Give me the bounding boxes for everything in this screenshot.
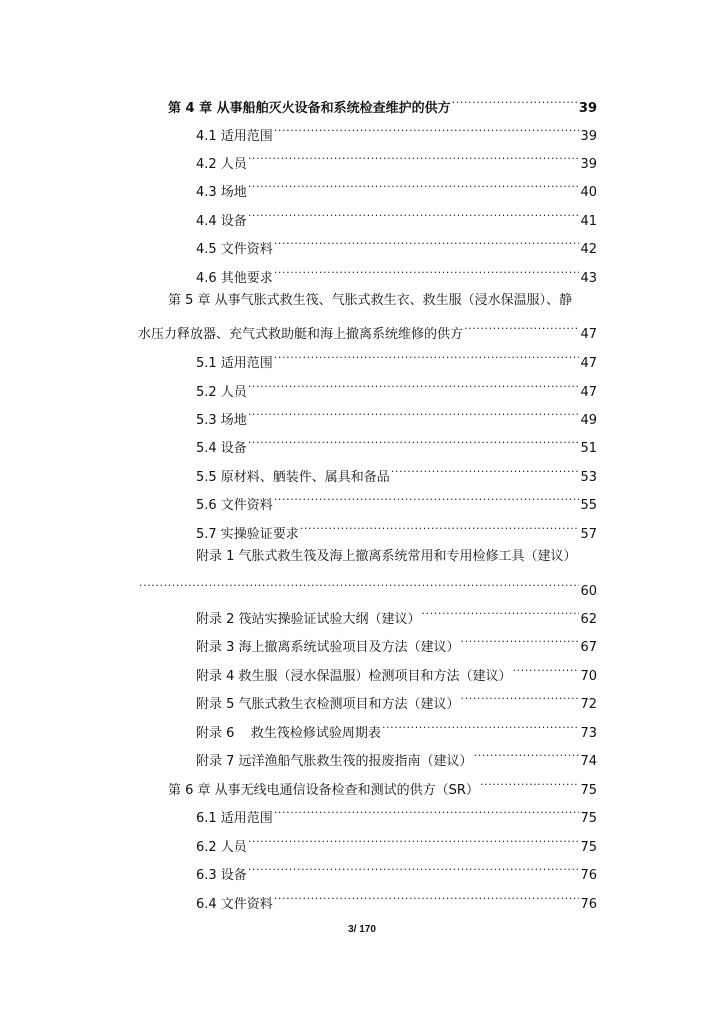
- toc-entry-title: 4.4 设备: [196, 214, 247, 229]
- toc-leader-dots: [274, 804, 580, 822]
- toc-entry-page: 39: [578, 101, 597, 116]
- toc-entry-page: 67: [580, 640, 597, 655]
- toc-entry-6-2[interactable]: [196, 833, 597, 857]
- toc-entry-title: 5.1 适用范围: [196, 356, 273, 371]
- toc-leader-dots: [391, 463, 580, 481]
- toc-entry-5-7[interactable]: [196, 520, 597, 544]
- toc-entry-page: 75: [580, 811, 597, 826]
- toc-leader-dots: [300, 520, 580, 538]
- toc-entry-4-1[interactable]: [196, 122, 597, 146]
- toc-leader-dots: [382, 719, 580, 737]
- toc-entry-page: 41: [580, 214, 597, 229]
- toc-entry-page: 62: [580, 612, 597, 627]
- toc-leader-dots: [248, 150, 580, 168]
- toc-entry-title: 4.6 其他要求: [196, 271, 273, 286]
- toc-entry-appendix-4[interactable]: [196, 662, 597, 686]
- toc-entry-appendix-1-line1[interactable]: 附录 1 气胀式救生筏及海上撤离系统常用和专用检修工具（建议）: [196, 549, 577, 564]
- toc-entry-title: 4.3 场地: [196, 185, 247, 200]
- toc-leader-dots: [274, 491, 580, 509]
- page-number-footer: 3/ 170: [348, 924, 376, 935]
- toc-leader-dots: [461, 690, 580, 708]
- toc-leader-dots: [248, 833, 580, 851]
- toc-entry-title: 5.7 实操验证要求: [196, 527, 299, 542]
- toc-entry-5-5[interactable]: [196, 463, 597, 487]
- toc-entry-5-2[interactable]: [196, 378, 597, 402]
- toc-entry-title: 6.2 人员: [196, 840, 247, 855]
- toc-entry-title: 附录 5 气胀式救生衣检测项目和方法（建议）: [196, 697, 460, 712]
- toc-entry-title: 5.2 人员: [196, 385, 247, 400]
- toc-entry-page: 40: [580, 185, 597, 200]
- toc-entry-page: 47: [580, 385, 597, 400]
- toc-entry-appendix-1[interactable]: [138, 577, 597, 601]
- toc-entry-5-3[interactable]: [196, 406, 597, 430]
- toc-entry-appendix-7[interactable]: [196, 747, 597, 771]
- toc-leader-dots: [139, 577, 579, 595]
- toc-entry-chapter-5[interactable]: [138, 320, 597, 344]
- toc-entry-title: 5.5 原材料、舾装件、属具和备品: [196, 470, 390, 485]
- toc-entry-title: 附录 3 海上撤离系统试验项目及方法（建议）: [196, 640, 460, 655]
- toc-entry-page: 53: [580, 470, 597, 485]
- toc-entry-title: 第 6 章 从事无线电通信设备检查和测试的供方（SR）: [168, 783, 479, 798]
- toc-entry-appendix-5[interactable]: [196, 690, 597, 714]
- toc-entry-page: 42: [580, 242, 597, 257]
- toc-entry-title: 4.1 适用范围: [196, 129, 273, 144]
- toc-entry-page: 76: [580, 868, 597, 883]
- toc-entry-title: 4.2 人员: [196, 157, 247, 172]
- toc-entry-appendix-3[interactable]: [196, 633, 597, 657]
- toc-leader-dots: [480, 776, 580, 794]
- toc-entry-appendix-6[interactable]: [196, 719, 597, 743]
- toc-leader-dots: [274, 890, 580, 908]
- toc-entry-page: 60: [580, 584, 597, 599]
- toc-entry-title: 附录 7 远洋渔船气胀救生筏的报废指南（建议）: [196, 754, 473, 769]
- toc-entry-title: 第 4 章 从事船舶灭火设备和系统检查维护的供方: [168, 101, 451, 116]
- toc-entry-page: 72: [580, 697, 597, 712]
- toc-entry-page: 51: [580, 441, 597, 456]
- toc-entry-page: 75: [580, 840, 597, 855]
- toc-leader-dots: [452, 94, 578, 112]
- toc-entry-title: 水压力释放器、充气式救助艇和海上撤离系统维修的供方: [138, 327, 464, 342]
- toc-entry-page: 76: [580, 897, 597, 912]
- toc-leader-dots: [248, 207, 580, 225]
- toc-entry-4-2[interactable]: [196, 150, 597, 174]
- toc-entry-page: 55: [580, 498, 597, 513]
- toc-entry-title: 6.4 文件资料: [196, 897, 273, 912]
- toc-leader-dots: [248, 378, 580, 396]
- toc-entry-4-6[interactable]: [196, 264, 597, 288]
- toc-leader-dots: [248, 861, 580, 879]
- toc-entry-title: 6.1 适用范围: [196, 811, 273, 826]
- toc-entry-page: 74: [580, 754, 597, 769]
- toc-leader-dots: [464, 320, 579, 338]
- toc-leader-dots: [274, 264, 580, 282]
- toc-entry-page: 39: [580, 157, 597, 172]
- toc-entry-chapter-6[interactable]: [168, 776, 597, 800]
- toc-leader-dots: [513, 662, 580, 680]
- toc-entry-page: 75: [580, 783, 597, 798]
- toc-entry-6-4[interactable]: [196, 890, 597, 914]
- toc-leader-dots: [274, 122, 580, 140]
- toc-entry-page: 70: [580, 669, 597, 684]
- toc-entry-5-6[interactable]: [196, 491, 597, 515]
- toc-entry-page: 49: [580, 413, 597, 428]
- toc-entry-5-1[interactable]: [196, 349, 597, 373]
- toc-entry-4-4[interactable]: [196, 207, 597, 231]
- toc-entry-page: 57: [580, 527, 597, 542]
- toc-entry-page: 47: [580, 327, 597, 342]
- toc-leader-dots: [422, 605, 580, 623]
- toc-entry-title: 6.3 设备: [196, 868, 247, 883]
- toc-entry-page: 73: [580, 726, 597, 741]
- toc-entry-chapter-5-line1[interactable]: 第 5 章 从事气胀式救生筏、气胀式救生衣、救生服（浸水保温服）、静: [168, 293, 573, 308]
- toc-leader-dots: [274, 235, 580, 253]
- toc-entry-4-3[interactable]: [196, 178, 597, 202]
- toc-entry-page: 47: [580, 356, 597, 371]
- toc-entry-page: 43: [580, 271, 597, 286]
- toc-entry-title: 5.3 场地: [196, 413, 247, 428]
- toc-leader-dots: [274, 349, 580, 367]
- toc-entry-5-4[interactable]: [196, 434, 597, 458]
- toc-leader-dots: [474, 747, 580, 765]
- toc-entry-page: 39: [580, 129, 597, 144]
- toc-entry-title: 附录 6 救生筏检修试验周期表: [196, 726, 381, 741]
- toc-entry-title: 附录 2 筏站实操验证试验大纲（建议）: [196, 612, 421, 627]
- toc-entry-chapter-4[interactable]: [168, 94, 597, 118]
- toc-entry-appendix-2[interactable]: [196, 605, 597, 629]
- toc-entry-4-5[interactable]: [196, 235, 597, 259]
- toc-entry-6-1[interactable]: [196, 804, 597, 828]
- toc-entry-title: 附录 4 救生服（浸水保温服）检测项目和方法（建议）: [196, 669, 512, 684]
- toc-entry-title: 5.4 设备: [196, 441, 247, 456]
- toc-leader-dots: [248, 434, 580, 452]
- toc-entry-title: 5.6 文件资料: [196, 498, 273, 513]
- toc-entry-title: 4.5 文件资料: [196, 242, 273, 257]
- toc-leader-dots: [461, 633, 580, 651]
- toc-leader-dots: [248, 406, 580, 424]
- toc-entry-6-3[interactable]: [196, 861, 597, 885]
- toc-leader-dots: [248, 178, 580, 196]
